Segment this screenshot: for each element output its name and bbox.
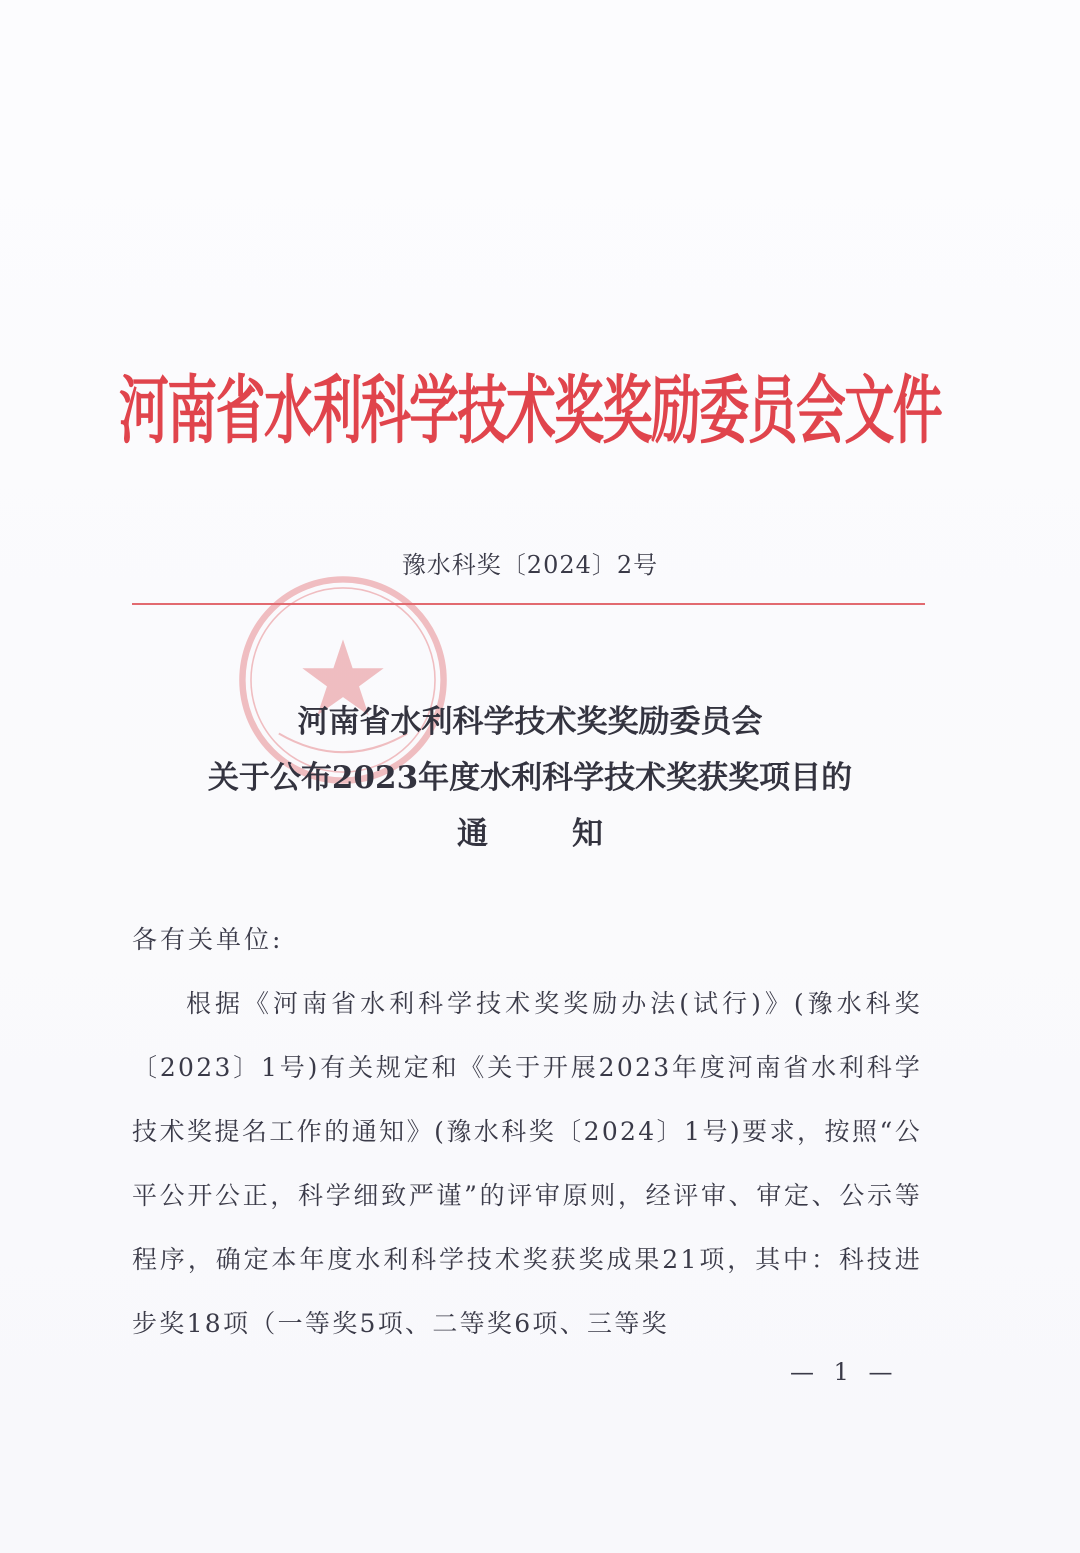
notice-title: [0, 694, 1060, 862]
red-header-title: 河南省水利科学技术奖奖励委员会文件: [118, 369, 942, 455]
title-line-1: 河南省水利科学技术奖奖励委员会: [297, 704, 763, 740]
document-number: 豫水科奖〔2024〕2号: [401, 551, 659, 579]
body-paragraph: 根据《河南省水利科学技术奖奖励办法(试行)》(豫水科奖〔2023〕1号)有关规定和《关于开展2023年度河南省水利科学技术奖提名工作的通知》(豫水科奖〔2024〕1号)要求，按照“公平公开公正，科学细致严谨”的评审原则，经评审、审定、公示等程序，确定本年度水利科学技术奖获奖成果21项，其中：科技进步奖18项（一等奖5项、二等奖6项、三等奖: [132, 989, 922, 1338]
page-number: — 1 —: [790, 1358, 899, 1386]
title-line-3: 通知: [457, 816, 687, 852]
salutation: 各有关单位:: [132, 925, 284, 954]
title-line-2: 关于公布2023年度水利科学技术奖获奖项目的: [207, 760, 853, 796]
